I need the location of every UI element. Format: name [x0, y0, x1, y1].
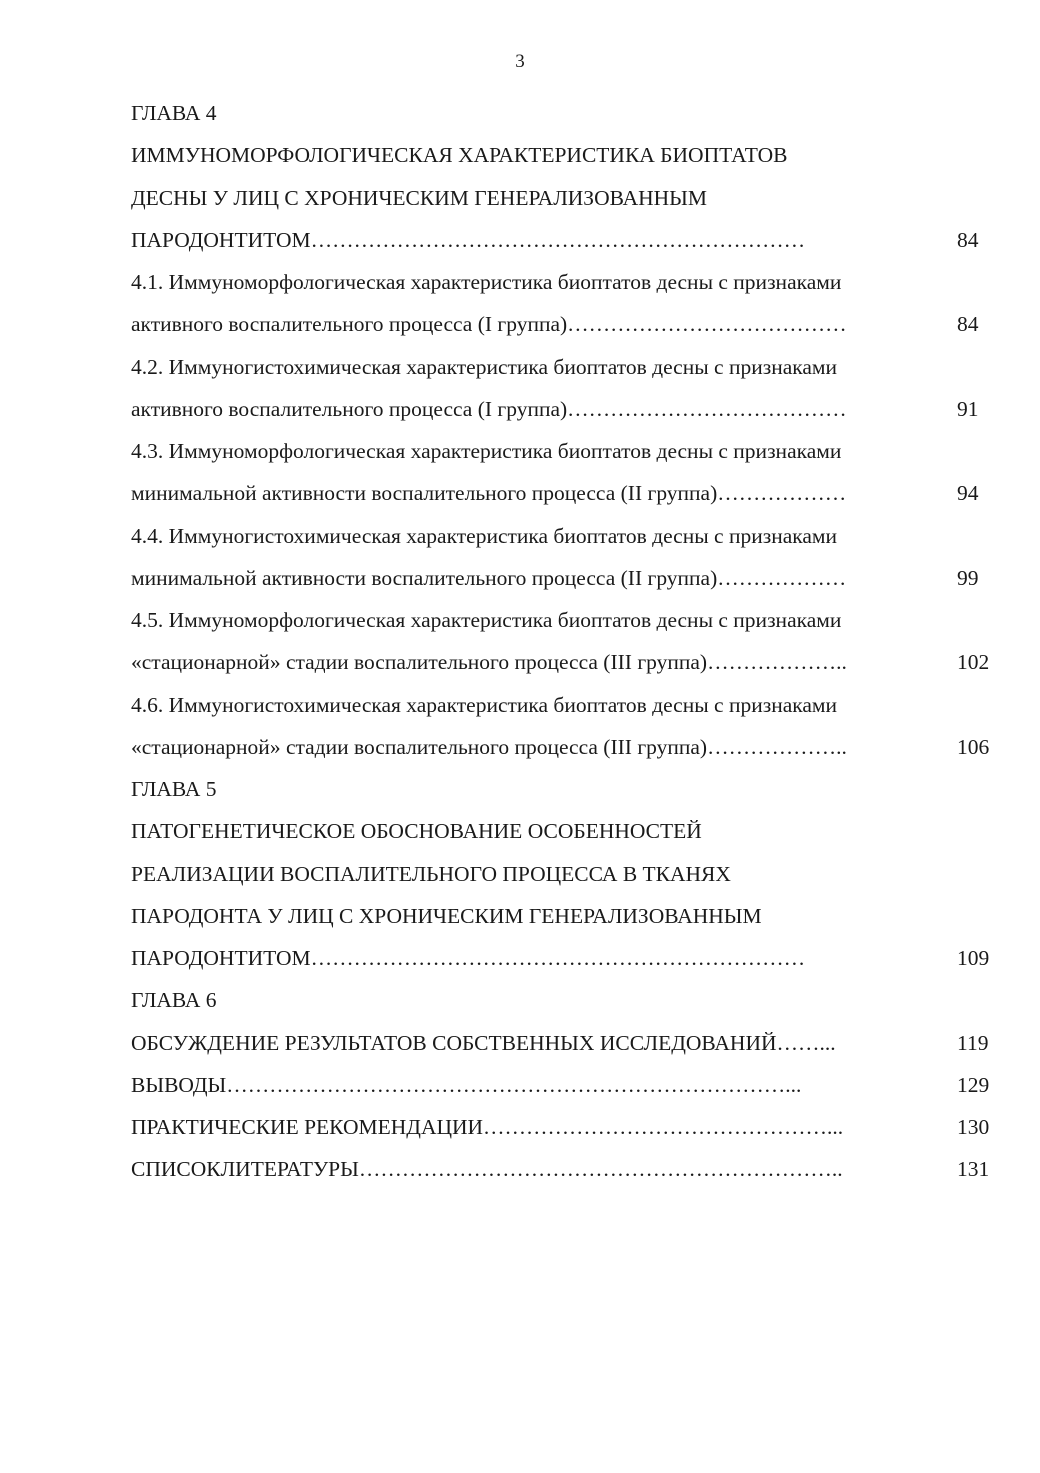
toc-page-number: 119 [957, 1030, 989, 1055]
toc-line [131, 937, 1001, 979]
toc-line [131, 515, 1001, 557]
toc-line [131, 1064, 1001, 1106]
toc-line [131, 641, 1001, 683]
toc-entry-text: «стационарной» стадии воспалительного процесса (III группа)……………….. [131, 734, 847, 759]
toc-line [131, 303, 1001, 345]
toc-page-number: 94 [957, 481, 979, 506]
toc-line [131, 979, 1001, 1021]
toc-line [131, 853, 1001, 895]
toc-page-number: 99 [957, 565, 979, 590]
toc-entry-text: минимальной активности воспалительного процесса (II группа)……………… [131, 481, 847, 506]
toc-entry-text: ГЛАВА 5 [131, 777, 217, 801]
toc-entry-text: ДЕСНЫ У ЛИЦ С ХРОНИЧЕСКИМ ГЕНЕРАЛИЗОВАННЫМ [131, 185, 708, 210]
toc-entry-text: минимальной активности воспалительного процесса (II группа)……………… [131, 565, 847, 590]
toc-entry-text: ГЛАВА 4 [131, 101, 217, 125]
toc-line [131, 346, 1001, 388]
toc-line [131, 219, 1001, 261]
toc-page-number: 129 [957, 1072, 990, 1097]
toc-entry-text: 4.1. Иммуноморфологическая характеристика биоптатов десны с признаками [131, 270, 842, 294]
toc-entry-text: 4.6. Иммуногистохимическая характеристика биоптатов десны с признаками [131, 692, 838, 717]
toc-line [131, 134, 1001, 176]
toc-line [131, 895, 1001, 937]
toc-line [131, 726, 1001, 768]
toc-entry-text: активного воспалительного процесса (I группа)………………………………… [131, 396, 847, 421]
toc-line [131, 1148, 1001, 1190]
toc-line [131, 557, 1001, 599]
toc-line [131, 1022, 1001, 1064]
toc-line [131, 684, 1001, 726]
page-number: 3 [515, 51, 525, 72]
toc-entry-text: «стационарной» стадии воспалительного процесса (III группа)……………….. [131, 650, 847, 675]
toc-entry-text: ПАТОГЕНЕТИЧЕСКОЕ ОБОСНОВАНИЕ ОСОБЕННОСТЕЙ [131, 819, 702, 844]
toc-entry-text: ВЫВОДЫ……………………………………………………………………... [131, 1072, 802, 1097]
toc-entry-text: ПАРОДОНТА У ЛИЦ С ХРОНИЧЕСКИМ ГЕНЕРАЛИЗОВАННЫМ [131, 903, 762, 928]
toc-entry-text: СПИСОКЛИТЕРАТУРЫ………………………………………………………….. [131, 1157, 843, 1182]
table-of-contents [131, 92, 1001, 1191]
toc-line [131, 92, 1001, 134]
toc-line [131, 261, 1001, 303]
toc-line [131, 177, 1001, 219]
toc-page-number: 130 [957, 1115, 990, 1139]
toc-line [131, 768, 1001, 810]
toc-page-number: 131 [957, 1157, 990, 1182]
toc-line [131, 472, 1001, 514]
toc-line [131, 1106, 1001, 1148]
toc-line [131, 810, 1001, 852]
toc-entry-text: 4.4. Иммуногистохимическая характеристика биоптатов десны с признаками [131, 523, 838, 548]
toc-entry-text: РЕАЛИЗАЦИИ ВОСПАЛИТЕЛЬНОГО ПРОЦЕССА В ТКАНЯХ [131, 861, 731, 886]
toc-entry-text: 4.5. Иммуноморфологическая характеристика биоптатов десны с признаками [131, 608, 842, 632]
toc-entry-text: ПРАКТИЧЕСКИЕ РЕКОМЕНДАЦИИ…………………………………………... [131, 1115, 844, 1139]
toc-line [131, 430, 1001, 472]
toc-entry-text: ГЛАВА 6 [131, 988, 217, 1013]
toc-entry-text: ИММУНОМОРФОЛОГИЧЕСКАЯ ХАРАКТЕРИСТИКА БИОПТАТОВ [131, 143, 788, 168]
toc-page-number: 106 [957, 734, 990, 759]
toc-page-number: 91 [957, 396, 979, 421]
toc-line [131, 388, 1001, 430]
toc-entry-text: ПАРОДОНТИТОМ…………………………………………………………… [131, 946, 806, 970]
toc-entry-text: 4.3. Иммуноморфологическая характеристика биоптатов десны с признаками [131, 439, 842, 463]
toc-page-number: 84 [957, 312, 979, 337]
toc-entry-text: активного воспалительного процесса (I группа)………………………………… [131, 312, 847, 337]
toc-line [131, 599, 1001, 641]
toc-page-number: 109 [957, 946, 990, 970]
toc-page-number: 84 [957, 227, 979, 252]
toc-entry-text: 4.2. Иммуногистохимическая характеристика биоптатов десны с признаками [131, 354, 838, 379]
toc-entry-text: ОБСУЖДЕНИЕ РЕЗУЛЬТАТОВ СОБСТВЕННЫХ ИССЛЕДОВАНИЙ……... [131, 1030, 836, 1055]
toc-page-number: 102 [957, 650, 990, 675]
toc-entry-text: ПАРОДОНТИТОМ…………………………………………………………… [131, 227, 806, 252]
